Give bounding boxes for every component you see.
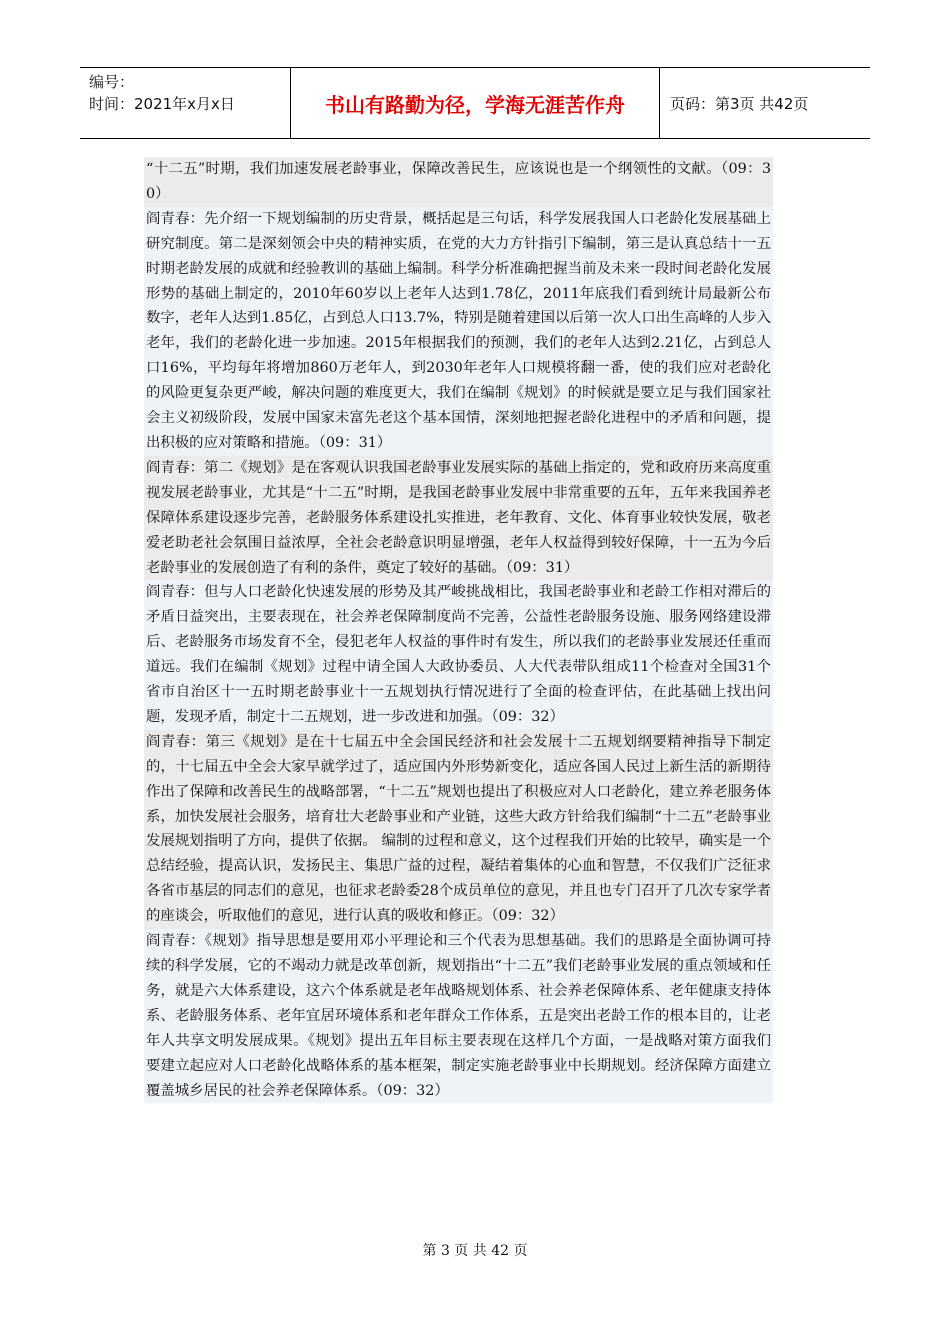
document-body — [144, 157, 773, 1103]
header-motto: 书山有路勤为径，学海无涯苦作舟 — [291, 68, 660, 138]
paragraph: 阎青春：但与人口老龄化快速发展的形势及其严峻挑战相比，我国老龄事业和老龄工作相对滞后的矛盾日益突出，主要表现在，社会养老保障制度尚不完善，公益性老龄服务设施、服务网络建设滞后、老龄服务市场发育不全，侵犯老年人权益的事件时有发生，所以我们的老龄事业发展还任重而道远。我们在编制《规划》过程中请全国人大政协委员、人大代表带队组成11个检查对全国31个省市自治区十一五时期老龄事业十一五规划执行情况进行了全面的检查评估，在此基础上找出问题，发现矛盾，制定十二五规划，进一步改进和加强。（09：32） — [144, 580, 773, 729]
header-meta — [80, 68, 291, 138]
document-number-label: 编号： — [89, 73, 135, 91]
paragraph: 阎青春：先介绍一下规划编制的历史背景，概括起是三句话，科学发展我国人口老龄化发展基础上研究制度。第二是深刻领会中央的精神实质，在党的大力方针指引下编制，第三是认真总结十一五时期老龄发展的成就和经验教训的基础上编制。科学分析准确把握当前及未来一段时间老龄化发展形势的基础上制定的，2010年60岁以上老年人达到1.78亿，2011年底我们看到统计局最新公布数字，老年人达到1.85亿，占到总人口13.7%，特别是随着建国以后第一次人口出生高峰的人步入老年，我们的老龄化进一步加速。2015年根据我们的预测，我们的老年人达到2.21亿，占到总人口16%，平均每年将增加860万老年人，到2030年老年人口规模将翻一番，使的我们应对老龄化的风险更复杂更严峻，解决问题的难度更大，我们在编制《规划》的时候就是要立足与我们国家社会主义初级阶段，发展中国家未富先老这个基本国情，深刻地把握老龄化进程中的矛盾和问题，提出积极的应对策略和措施。（09：31） — [144, 207, 773, 456]
document-date-label: 时间：2021年x月x日 — [89, 95, 235, 113]
page-footer: 第 3 页 共 42 页 — [422, 1243, 528, 1259]
paragraph: “十二五”时期，我们加速发展老龄事业，保障改善民生，应该说也是一个纲领性的文献。（09：30） — [144, 157, 773, 207]
paragraph: 阎青春：第三《规划》是在十七届五中全会国民经济和社会发展十二五规划纲要精神指导下制定的，十七届五中全会大家早就学过了，适应国内外形势新变化，适应各国人民过上新生活的新期待作出了保障和改善民生的战略部署，“十二五”规划也提出了积极应对人口老龄化，建立养老服务体系，加快发展社会服务，培育壮大老龄事业和产业链，这些大政方针给我们编制“十二五”老龄事业发展规划指明了方向，提供了依据。 编制的过程和意义，这个过程我们开始的比较早，确实是一个总结经验，提高认识，发扬民主、集思广益的过程，凝结着集体的心血和智慧，不仅我们广泛征求各省市基层的同志们的意见，也征求老龄委28个成员单位的意见，并且也专门召开了几次专家学者的座谈会，听取他们的意见，进行认真的吸收和修正。（09：32） — [144, 730, 773, 929]
header-page-info: 页码：第3页 共42页 — [670, 94, 809, 113]
paragraph: 阎青春：《规划》指导思想是要用邓小平理论和三个代表为思想基础。我们的思路是全面协调可持续的科学发展，它的不竭动力就是改革创新，规划指出“十二五”我们老龄事业发展的重点领域和任务，就是六大体系建设，这六个体系就是老年战略规划体系、社会养老保障体系、老年健康支持体系、老龄服务体系、老年宜居环境体系和老年群众工作体系，五是突出老龄工作的根本目的，让老年人共享文明发展成果。《规划》提出五年目标主要表现在这样几个方面，一是战略对策方面我们要建立起应对人口老龄化战略体系的基本框架，制定实施老龄事业中长期规划。经济保障方面建立覆盖城乡居民的社会养老保障体系。（09：32） — [144, 929, 773, 1103]
page-header — [80, 67, 870, 139]
paragraph: 阎青春：第二《规划》是在客观认识我国老龄事业发展实际的基础上指定的，党和政府历来高度重视发展老龄事业，尤其是“十二五”时期，是我国老龄事业发展中非常重要的五年，五年来我国养老保障体系建设逐步完善，老龄服务体系建设扎实推进，老年教育、文化、体育事业较快发展，敬老爱老助老社会氛围日益浓厚，全社会老龄意识明显增强，老年人权益得到较好保障，十一五为今后老龄事业的发展创造了有利的条件，奠定了较好的基础。（09：31） — [144, 456, 773, 581]
